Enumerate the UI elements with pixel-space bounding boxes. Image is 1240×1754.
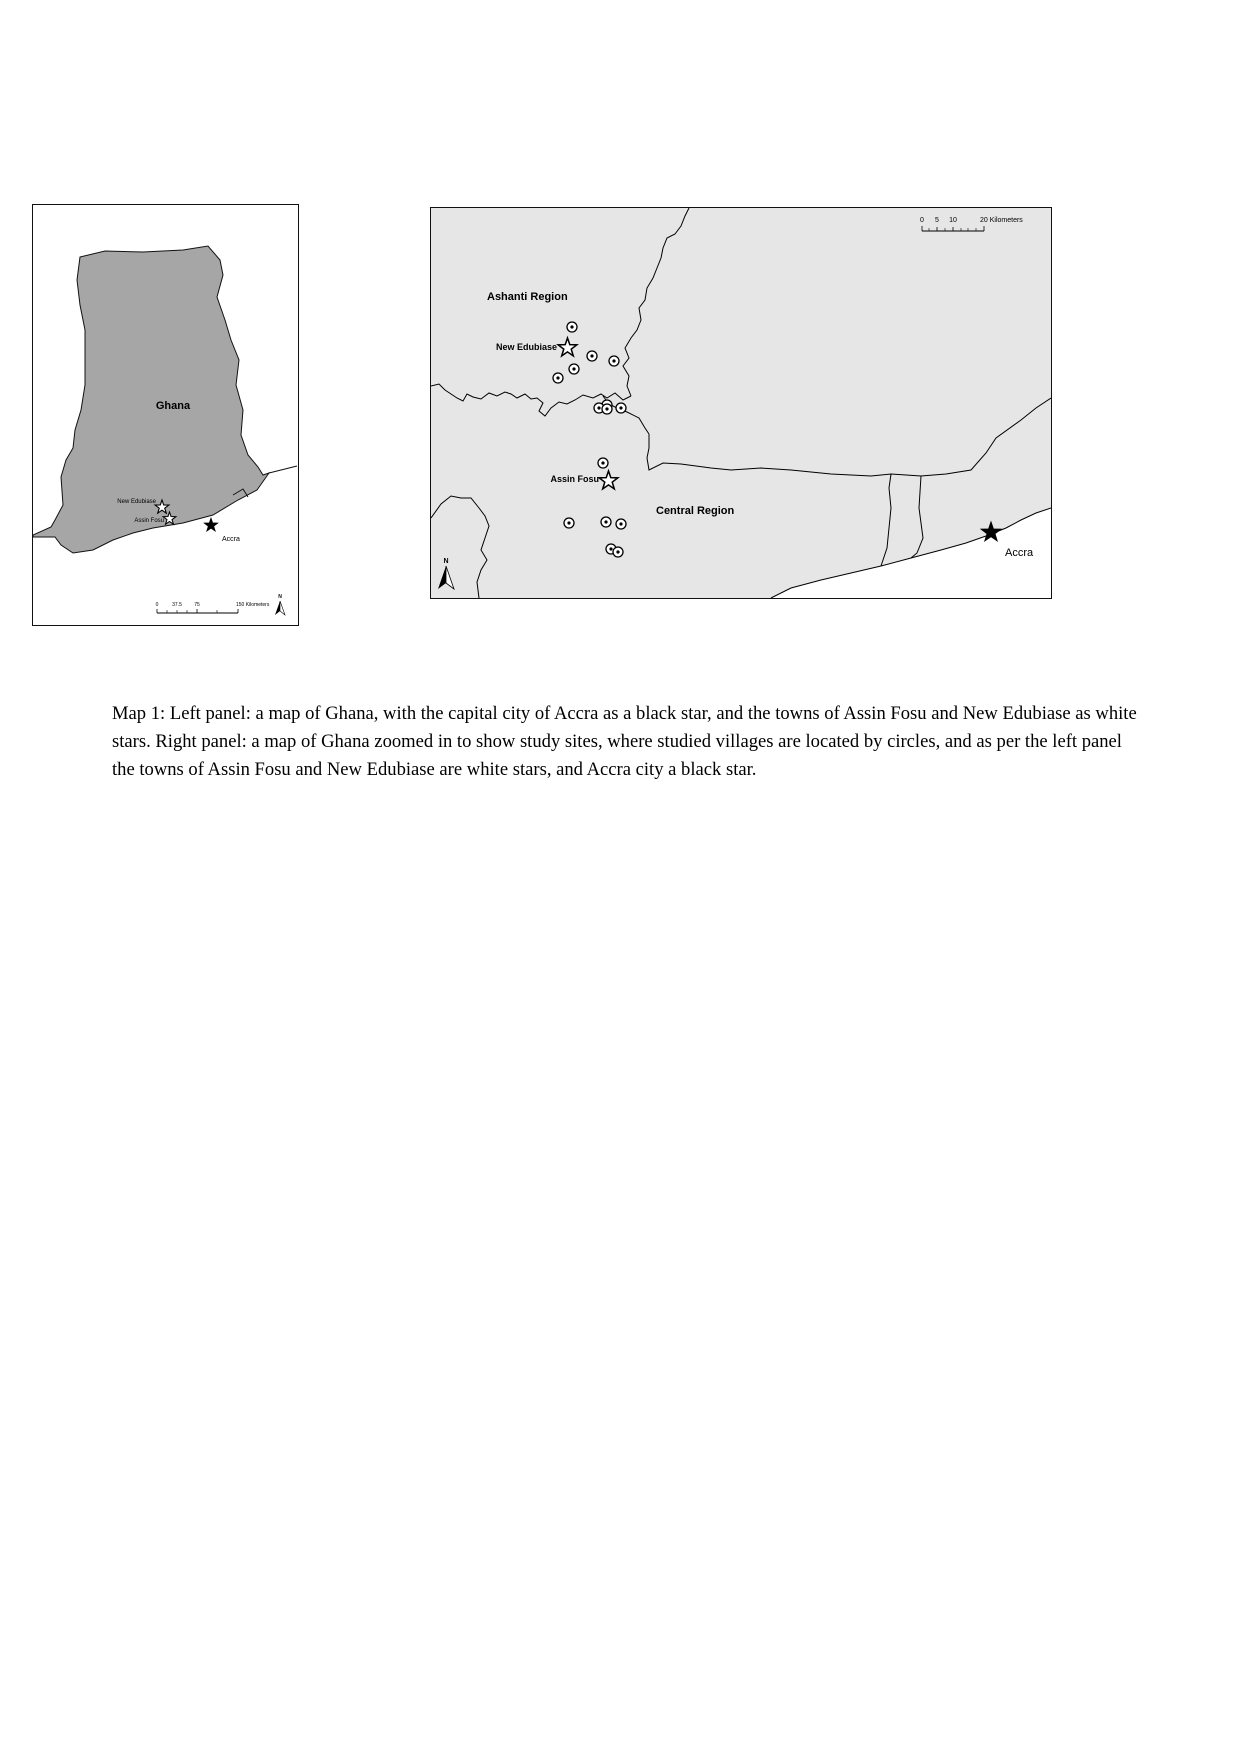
left-scale-tick-2: 75 [194,602,200,608]
ghana-country-shape [33,246,269,553]
left-north-arrow-icon [275,594,285,615]
village-circle-icon [601,517,611,527]
village-circle-icon [609,356,619,366]
left-scale-tick-3: 150 Kilometers [236,602,270,608]
right-assin-fosu-label: Assin Fosu [550,474,599,484]
village-circle-icon [616,519,626,529]
central-region-label: Central Region [656,505,735,517]
village-circle-icon [553,373,563,383]
left-scale-bar [156,602,270,613]
left-scale-tick-1: 37.5 [172,602,182,608]
right-scale-tick-0: 0 [920,217,924,224]
right-scale-tick-3: 20 Kilometers [980,217,1023,224]
village-circle-icon [569,364,579,374]
village-circle-icon [613,547,623,557]
right-scale-tick-1: 5 [935,217,939,224]
left-scale-tick-0: 0 [155,602,159,608]
right-new-edubiase-label: New Edubiase [495,342,557,352]
ghana-overview-map [32,204,299,626]
right-north-label: N [443,558,449,565]
left-accra-star-icon [204,518,218,531]
study-area-svg [431,208,1051,598]
eastern-border-line [269,466,297,473]
left-accra-label: Accra [222,536,240,543]
village-circle-icon [564,518,574,528]
figure-caption: Map 1: Left panel: a map of Ghana, with the capital city of Accra as a black star, and the towns of Assin Fosu and New Edubiase as white stars. Right panel: a map of Ghana zoomed in to show study sites, where studied villages are located by circles, and as per the left panel the towns of Assin Fosu and New Edubiase are white stars, and Accra city a black star. [112,703,1137,780]
left-new-edubiase-label: New Edubiase [117,499,156,505]
right-scale-tick-2: 10 [949,217,957,224]
village-circle-icon [587,351,597,361]
left-assin-fosu-label: Assin Fosu [134,518,164,524]
ghana-overview-svg [33,205,298,625]
village-circle-icon [598,458,608,468]
land-area [431,208,1051,598]
village-circle-icon [567,322,577,332]
village-circle-icon [616,403,626,413]
study-area-map [430,207,1052,599]
right-accra-label: Accra [1005,547,1034,559]
ghana-label: Ghana [155,400,191,412]
village-circle-icon [602,404,612,414]
ashanti-region-label: Ashanti Region [487,291,568,303]
left-north-label: N [278,594,282,600]
